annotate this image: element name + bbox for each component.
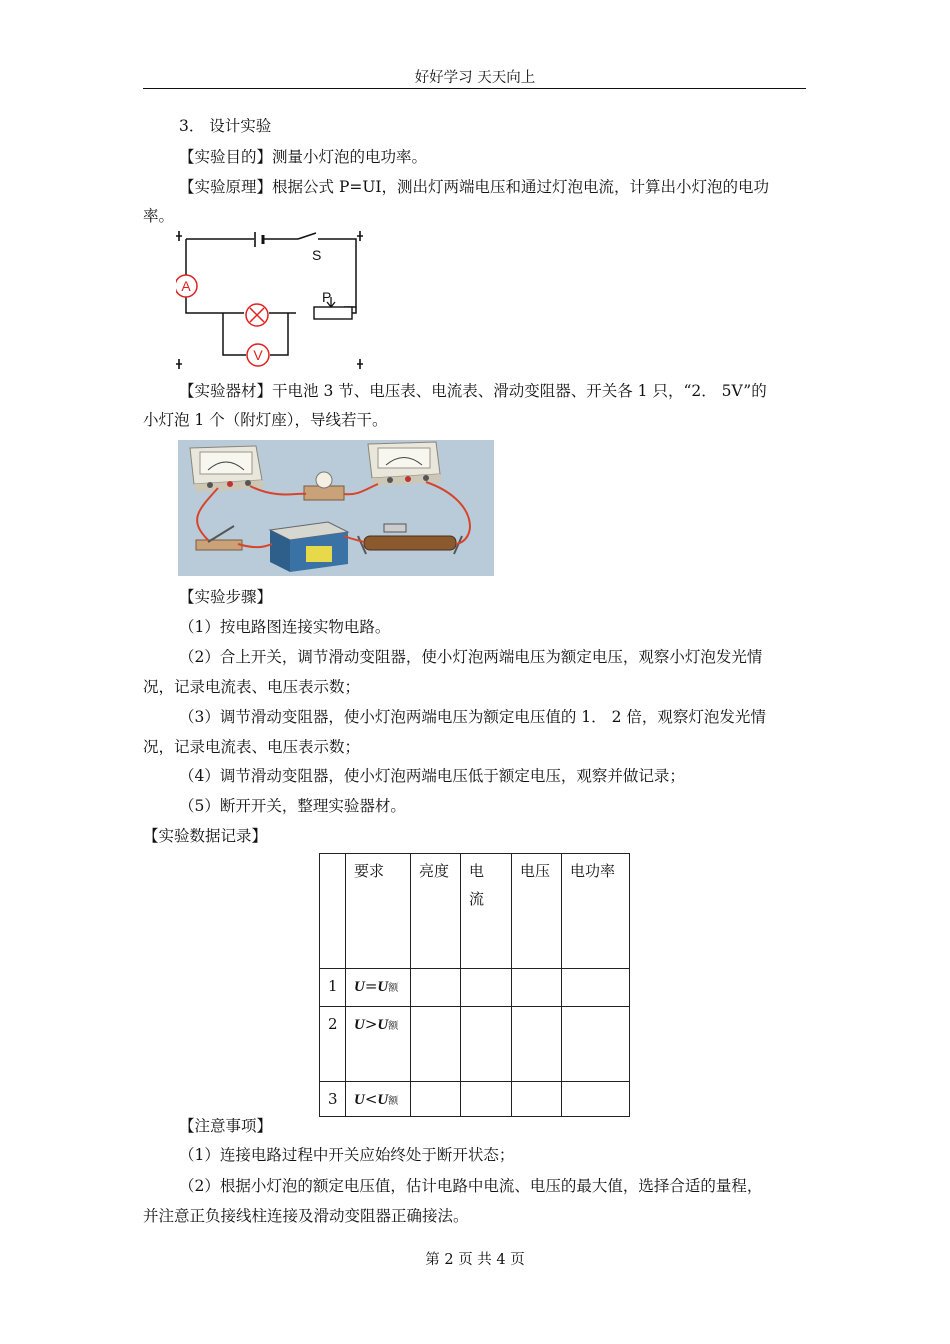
row-requirement — [346, 969, 411, 1007]
note-2-line-1: （2）根据小灯泡的额定电压值，估计电路中电流、电压的最大值，选择合适的量程， — [179, 1177, 763, 1195]
header-cell-index — [320, 854, 346, 969]
cell-power — [562, 969, 630, 1007]
equipment-line-2: 小灯泡 1 个（附灯座），导线若干。 — [143, 411, 388, 429]
purpose-text: 测量小灯泡的电功率。 — [272, 148, 428, 166]
equipment-line-1 — [143, 376, 807, 406]
u-symbol: U — [354, 979, 365, 995]
voltmeter-label: V — [253, 347, 263, 363]
switch-label: S — [312, 247, 322, 263]
header-cell-voltage: 电压 — [512, 854, 562, 969]
ammeter-device — [190, 446, 264, 492]
cell-voltage — [512, 1007, 562, 1082]
rated-subscript: 额 — [388, 983, 399, 994]
cell-current — [461, 969, 512, 1007]
steps-label: 【实验步骤】 — [179, 588, 273, 606]
step-5: （5）断开开关，整理实验器材。 — [179, 797, 406, 815]
header-current-text: 电流 — [469, 862, 485, 908]
principle-text-1: 根据公式 P=UI，测出灯两端电压和通过灯泡电流，计算出小灯泡的电功 — [272, 178, 770, 196]
note-2-line-2: 并注意正负接线柱连接及滑动变阻器正确接法。 — [143, 1207, 469, 1225]
cell-brightness — [411, 1007, 461, 1082]
equipment-label: 【实验器材】 — [179, 382, 273, 400]
record-label: 【实验数据记录】 — [143, 827, 268, 845]
ammeter-label: A — [181, 278, 191, 294]
purpose-label: 【实验目的】 — [179, 148, 273, 166]
page-header: 好好学习 天天向上 — [414, 70, 536, 86]
header-cell-brightness: 亮度 — [411, 854, 461, 969]
circuit-diagram — [176, 231, 366, 371]
table-row — [320, 969, 630, 1007]
u-rated-symbol: U — [377, 979, 389, 995]
header-rule — [143, 88, 806, 89]
step-2-line-1: （2）合上开关，调节滑动变阻器，使小灯泡两端电压为额定电压，观察小灯泡发光情 — [179, 648, 763, 666]
row-requirement — [346, 1007, 411, 1082]
op-symbol: > — [364, 1015, 378, 1033]
slider-label: P — [322, 289, 332, 305]
rated-subscript: 额 — [388, 1096, 399, 1107]
cell-power — [562, 1007, 630, 1082]
u-rated-symbol: U — [377, 1017, 389, 1033]
step-3-line-1: （3）调节滑动变阻器，使小灯泡两端电压为额定电压值的 1． 2 倍，观察灯泡发光情 — [179, 708, 766, 726]
battery-box — [270, 522, 348, 572]
note-1: （1）连接电路过程中开关应始终处于断开状态； — [179, 1146, 515, 1164]
cell-current — [461, 1007, 512, 1082]
table-header-row — [320, 854, 630, 969]
u-rated-symbol: U — [377, 1092, 389, 1108]
principle-label: 【实验原理】 — [179, 178, 273, 196]
rated-subscript: 额 — [388, 1021, 399, 1032]
step-1: （1）按电路图连接实物电路。 — [179, 618, 391, 636]
step-2-line-2: 况，记录电流表、电压表示数； — [143, 678, 361, 696]
op-symbol: = — [364, 977, 378, 995]
header-cell-current — [461, 854, 512, 969]
row-index: 3 — [320, 1082, 346, 1117]
row-index: 2 — [320, 1007, 346, 1082]
cell-brightness — [411, 969, 461, 1007]
cell-voltage — [512, 969, 562, 1007]
u-symbol: U — [354, 1017, 365, 1033]
header-cell-requirement: 要求 — [346, 854, 411, 969]
header-cell-power: 电功率 — [562, 854, 630, 969]
notes-label: 【注意事项】 — [179, 1117, 273, 1135]
step-4: （4）调节滑动变阻器，使小灯泡两端电压低于额定电压，观察并做记录； — [179, 767, 685, 785]
crop-marks — [176, 231, 363, 369]
voltmeter-device — [368, 442, 442, 486]
u-symbol: U — [354, 1092, 365, 1108]
row-index: 1 — [320, 969, 346, 1007]
equipment-text-1: 干电池 3 节、电压表、电流表、滑动变阻器、开关各 1 只，“2． 5V”的 — [272, 382, 767, 400]
apparatus-photo — [178, 440, 494, 576]
purpose-line — [143, 142, 807, 172]
principle-line-1 — [143, 172, 807, 202]
page-footer: 第 2 页 共 4 页 — [425, 1252, 525, 1268]
data-record-table — [319, 853, 630, 1117]
rheostat-symbol — [314, 307, 352, 319]
table-row — [320, 1007, 630, 1082]
step-3-line-2: 况，记录电流表、电压表示数； — [143, 738, 361, 756]
section-heading: 3． 设计实验 — [179, 117, 272, 135]
principle-line-2: 率。 — [143, 207, 175, 225]
op-symbol: < — [364, 1090, 378, 1108]
